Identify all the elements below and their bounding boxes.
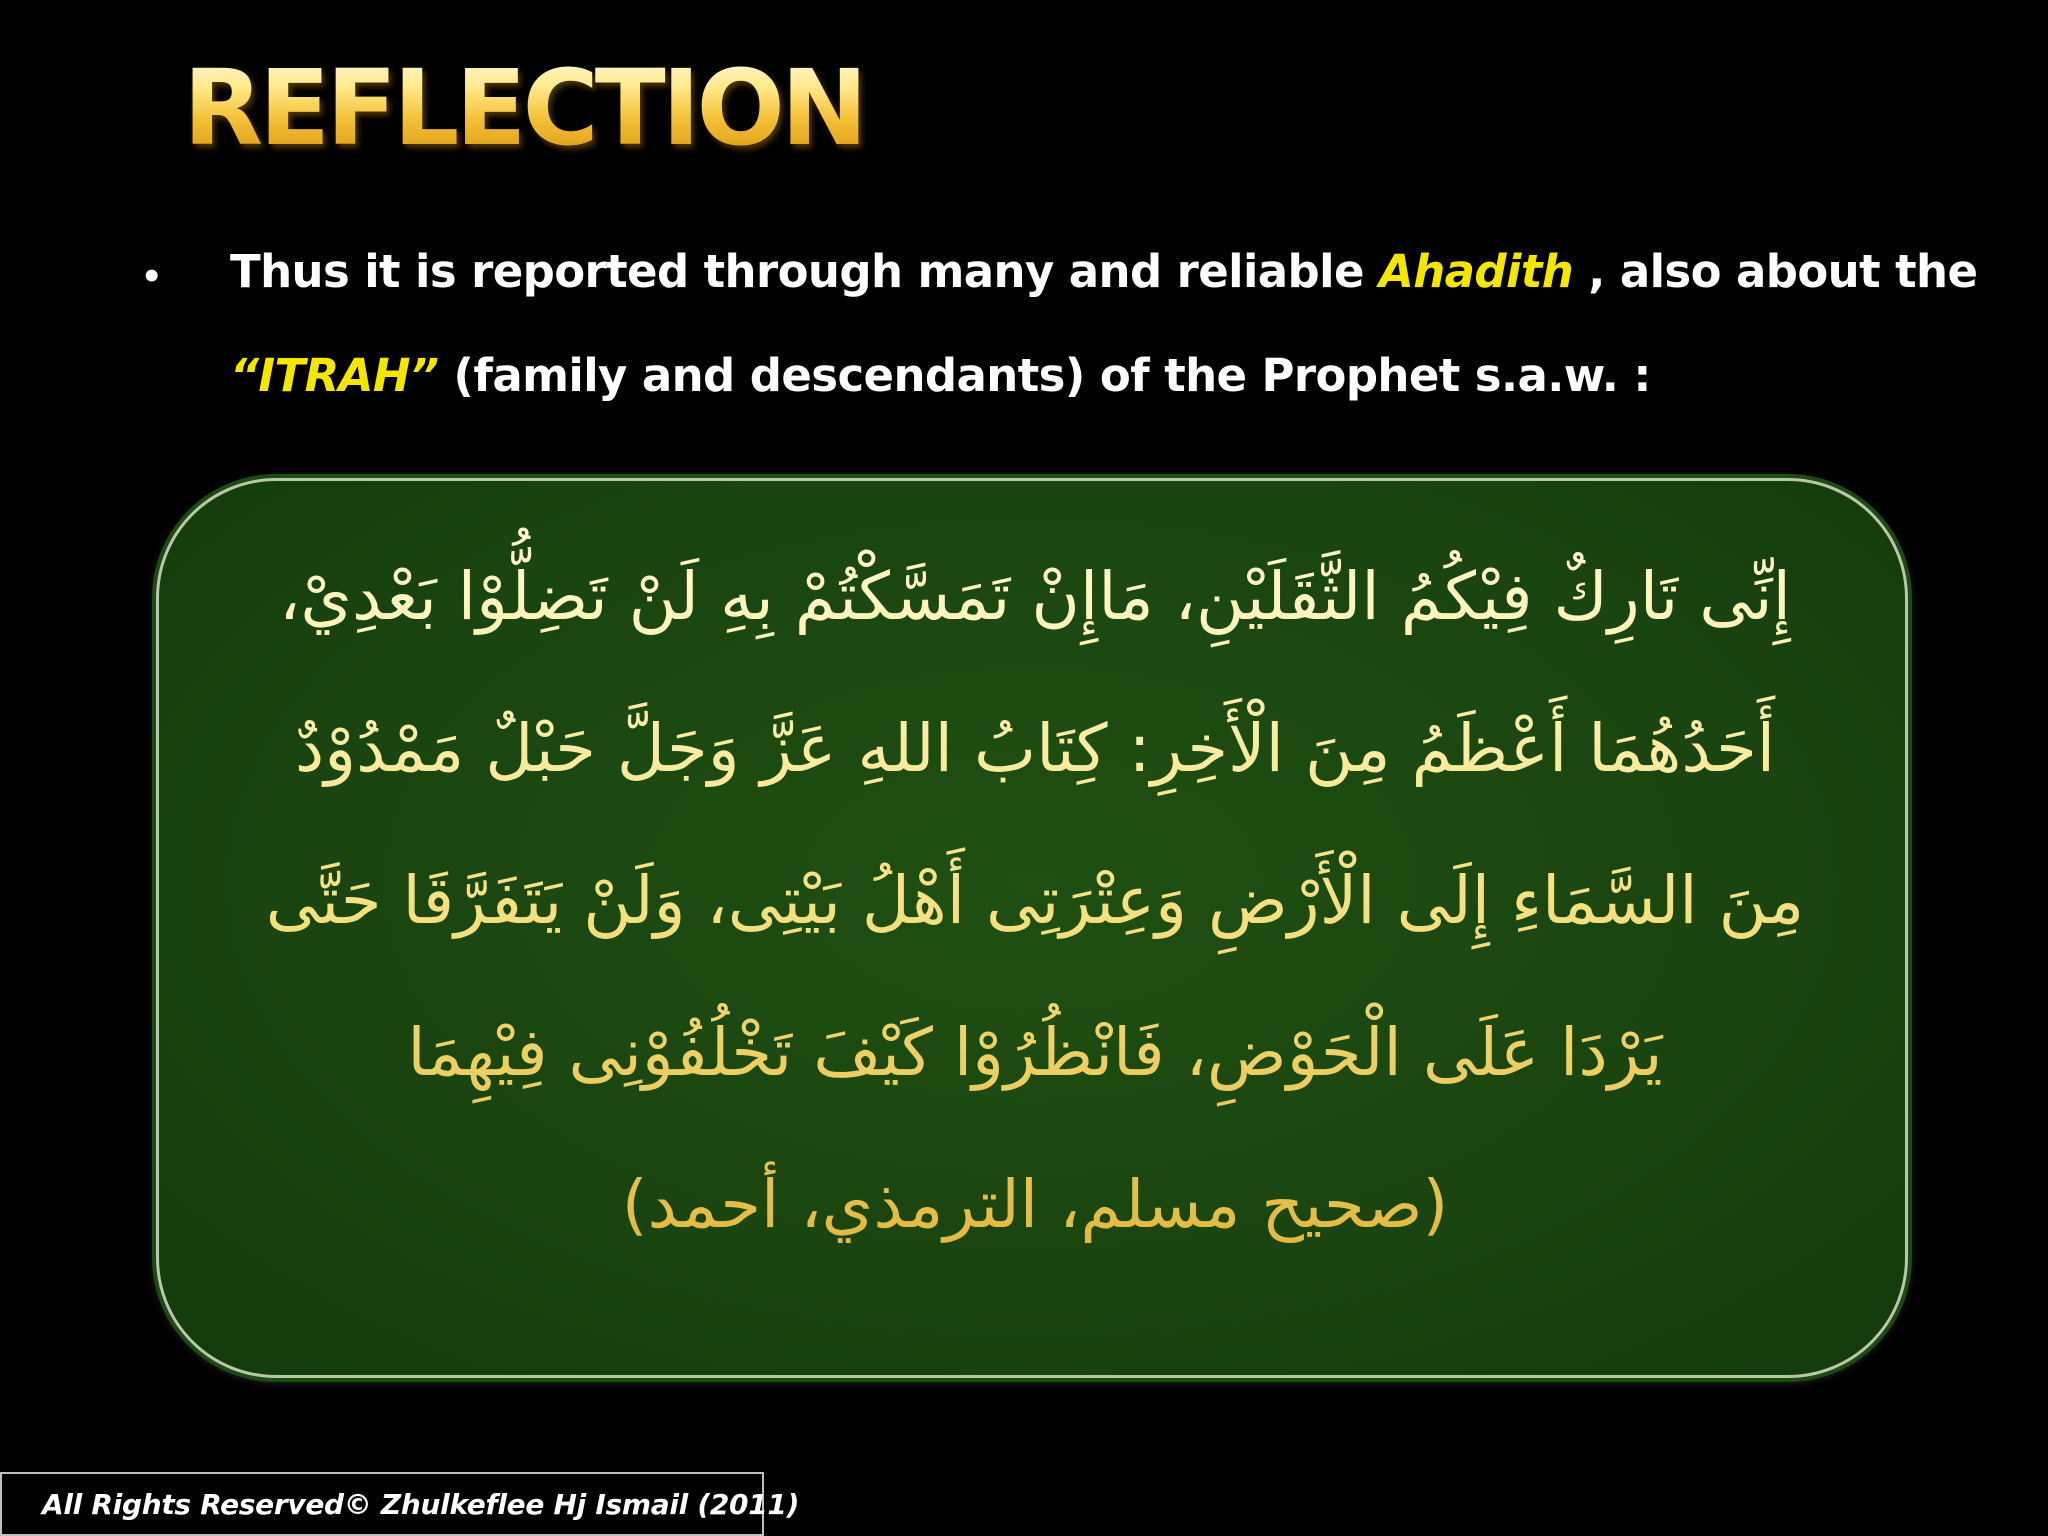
hadith-source: (صحيح مسلم، الترمذي، أحمد)	[621, 1166, 1449, 1243]
hadith-text	[219, 521, 1851, 1281]
bullet-text-part1: Thus it is reported through many and reliable	[230, 245, 1379, 298]
ahadith-highlight: Ahadith	[1378, 245, 1574, 298]
hadith-line-1: إِنِّى تَارِكٌ فِيْكُمُ الثَّقَلَيْنِ، مَاإِنْ تَمَسَّكْتُمْ بِهِ لَنْ تَضِلُّوْا بَعْدِيْ،	[279, 558, 1791, 635]
hadith-panel	[156, 478, 1908, 1378]
bullet-text-part3: (family and descendants) of the Prophet s.a.w. :	[438, 349, 1651, 402]
hadith-line-2: أَحَدُهُمَا أَعْظَمُ مِنَ الْأَخِرِ: كِتَابُ اللهِ عَزَّ وَجَلَّ حَبْلٌ مَمْدُوْدٌ	[294, 710, 1776, 787]
copyright-text: All Rights Reserved© Zhulkeflee Hj Ismail (2011)	[42, 1487, 800, 1521]
itrah-highlight: “ITRAH”	[230, 349, 439, 402]
copyright-box	[0, 1472, 800, 1536]
hadith-line-4: يَرْدَا عَلَى الْحَوْضِ، فَانْظُرُوْا كَيْفَ تَخْلُفُوْنِى فِيْهِمَا	[407, 1014, 1663, 1091]
bullet-dot-icon: •	[144, 251, 160, 300]
slide-title: REFLECTION	[183, 47, 864, 169]
hadith-line-3: مِنَ السَّمَاءِ إِلَى الْأَرْضِ وَعِتْرَتِى أَهْلُ بَيْتِى، وَلَنْ يَتَفَرَّقَا حَتَّى	[265, 862, 1805, 939]
bullet-text-part2: , also about the	[1573, 245, 1978, 298]
bullet-text	[230, 220, 2010, 428]
